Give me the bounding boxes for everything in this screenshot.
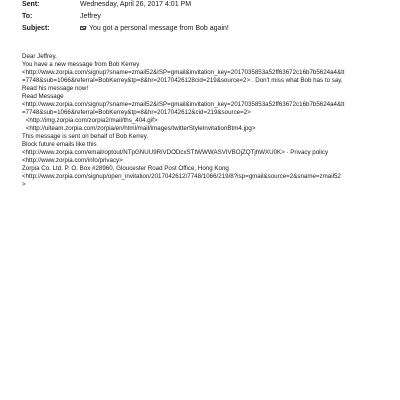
subject-value-wrap	[80, 23, 390, 35]
read-message-url[interactable]: <http://www.zorpia.com/signup?sname=zmail52&ISP=gmail&invitation_key=2017035853a52ff63672c16b7b5624a4&tt	[22, 101, 345, 108]
block-emails-link[interactable]: Block future emails like this	[22, 141, 97, 148]
read-message-link[interactable]: Read Message	[22, 93, 64, 100]
email-header	[22, 0, 390, 35]
company-address: Zorpia Co. Ltd. P. O. Box #28960, Gloucester Road Post Office, Hong Kong	[22, 165, 229, 172]
sent-label: Sent:	[22, 1, 40, 8]
signup-link[interactable]: <http://www.zorpia.com/signup?sname=zmail52&ISP=gmail&invitation_key=2017035853a52ff63672c16b7b5624a4&tt	[22, 69, 345, 76]
subject-value: You got a personal message from Bob again!	[89, 25, 229, 32]
signup-link[interactable]: =7748&sub=1066&referral=BobKerrey&tp=8&hr=20170426128cid=219&source=2> . Don't miss what Bob has to say.	[22, 77, 343, 84]
optout-url[interactable]: <http://www.zorpia.com/email/optout/NTpGNUU9RiVDODcxSTtWWWASVIVBOjZQTjhWXU0K> · Privacy policy	[22, 149, 329, 156]
envelope-icon	[80, 26, 86, 30]
subject-label: Subject:	[22, 25, 50, 32]
open-invitation-url[interactable]: >	[22, 181, 26, 188]
open-invitation-url[interactable]: <http://www.zorpia.com/signup/open_invitation/2017042612/7748/1066/219/8?isp=gmail&source=2&sname=zmail52	[22, 173, 341, 180]
to-label: To:	[22, 13, 33, 20]
read-message-url[interactable]: =7748&sub=1066&referral=BobKerrey&tp=8&hr=2017042612&cid=219&source=2>	[22, 109, 251, 116]
body-line: This message is sent on behalf of Bob Kerrey.	[22, 133, 149, 140]
body-line: Dear Jeffrey,	[22, 53, 57, 60]
sent-value: Wednesday, April 26, 2017 4:01 PM	[80, 1, 192, 8]
image-link[interactable]: <http://uiteam.zorpia.com/zorpia/en/html/mail/images/twitterStyleInvitationBtm4.jpg>	[24, 125, 256, 132]
privacy-url[interactable]: <http://www.zorpia.com/info/privacy>	[22, 157, 123, 164]
to-value: Jeffrey	[80, 13, 101, 20]
body-line: You have a new message from Bob Kerrey	[22, 61, 140, 68]
subject-row	[22, 23, 390, 35]
body-line: Read his message now!	[22, 85, 89, 92]
sent-row	[22, 0, 390, 11]
email-body	[22, 53, 386, 189]
image-link[interactable]: <http://img.zorpia.com/zorpia2/mail/ths_404.gif>	[24, 117, 158, 124]
to-row	[22, 11, 390, 23]
